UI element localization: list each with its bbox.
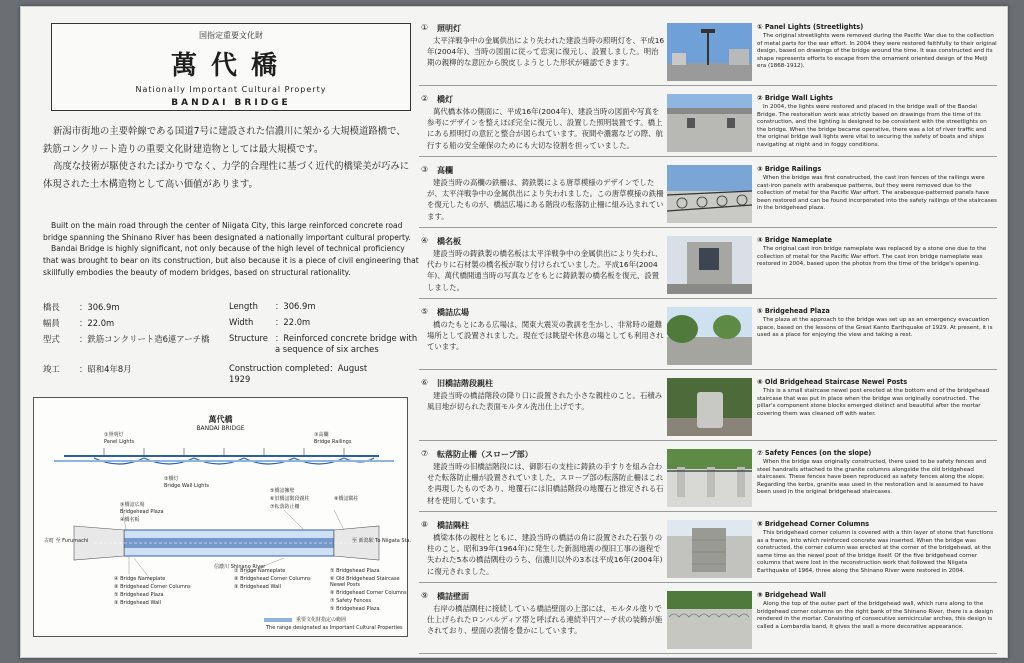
spec-label-en: Length (229, 301, 258, 311)
spec-label-en: Structure (229, 333, 268, 343)
feature-text-en: The plaza at the approach to the bridge was set up as an emergency evacuation space, based on the lessons of the Great Kanto Earthquake of 1929. At present, it is used as a place for enjoying the view and taking a rest. (757, 317, 993, 339)
feature-item (419, 21, 997, 86)
spec-label-jp: 竣工 (43, 364, 60, 374)
spec-length (43, 301, 423, 315)
spec-label-en: Width (229, 317, 254, 327)
feature-text-en: This is a small staircase newel post erected at the bottom end of the bridgehead staircase that was put in place when the bridge was originally constructed. The pillar's component stone blocks emerged distinct and beautiful after the mortar covering them was cleaned off with water. (757, 388, 990, 417)
label-safety-fences: ⑦転落防止柵 (270, 504, 300, 510)
feature-item (419, 589, 997, 654)
feature-item (419, 376, 997, 441)
label-bridgehead-wall: ⑤橋詰擁壁 (270, 488, 295, 494)
feature-number: ⑥ (421, 378, 429, 387)
intro-en-paragraph: Bandai Bridge is highly significant, not only because of the high level of technical proficiency that was brought to bear on its construction, but also because it is a piece of civil engineering that skillfully embodies the beauty of modern bridges, based on structural rationality. (43, 244, 419, 277)
feature-photo (667, 520, 752, 578)
intro-jp-paragraph: 新潟市街地の主要幹線である国道7号に建設された信濃川に架かる大規模道路橋で、鉄筋コンクリート造りの重要文化財建造物としては最大規模です。 (43, 126, 406, 155)
spec-value-jp: ：306.9m (79, 302, 120, 312)
label-corner-columns: ⑧橋詰隅柱 (334, 496, 359, 502)
feature-title-en: ③ Bridge Railings (757, 165, 822, 173)
label-b8: ⑤ Bridgehead Plaza (330, 568, 380, 574)
designation-label-en: Nationally Important Cultural Property (135, 85, 327, 94)
feature-text-en: The original cast iron bridge nameplate was replaced by a stone one due to the collection of metal for the Pacific War effort. The cast iron bridge nameplate was restored in 2004, based upon the photos from the time of the bridge's opening. (757, 246, 987, 268)
feature-text-en: When the bridge was originally constructed, there used to be safety fences and steel handrails attached to the granite columns alongside the old bridgehead staircases. These fences have been reproduced as safety fences along the slope. Regarding the kerbs, granite was used in the restoration and is assumed to have been used in the original bridgehead staircases. (757, 459, 987, 496)
designation-label: 国指定重要文化財 (199, 31, 263, 40)
label-plaza-en: Bridgehead Plaza (120, 509, 164, 515)
feature-number: ② (421, 94, 429, 103)
feature-title-en: ② Bridge Wall Lights (757, 94, 833, 102)
spec-completion (43, 363, 423, 384)
feature-text-en: Along the top of the outer part of the bridgehead wall, which runs along to the bridgehead corner columns on the right bank of the Shinano River, there is a design rendered in the mortar. Consisting of consecutive semicircular arches, this design is called a Lombardia band, it gives the wall a more decorative appearance. (757, 601, 994, 630)
label-b2: ⑧ Bridgehead Corner Columns (114, 584, 191, 590)
feature-text-jp: 太平洋戦争中の金属供出により失われた建設当時の照明灯を、平成16年(2004年)、当時の図面に従って忠実に復元し、設置しました。明治期の親柳的な意匠から脱皮しようとした形状が確認できます。 (427, 36, 665, 68)
feature-text-jp: 建設当時の高欄の鉄柵は、鋳鉄製による唐草模様のデザインでしたが、太平洋戦争中の金属供出により失われました。この唐草模様の鉄柵を復元したものが、橋詰広場にある階段の転落防止柵に組み込まれています。 (427, 178, 664, 221)
feature-title-jp: 橋詰壁面 (437, 592, 469, 601)
label-b11: ⑦ Safety Fences (330, 598, 371, 604)
label-b9: ⑥ Old Bridgehead Staircase Newel Posts (330, 576, 400, 588)
feature-number: ④ (421, 236, 429, 245)
feature-number: ① (421, 23, 429, 32)
label-railings-en: Bridge Railings (314, 439, 352, 445)
title-box (51, 23, 411, 111)
feature-photo (667, 378, 752, 436)
bridge-name-jp: 萬代橋 (170, 51, 291, 81)
spec-value-jp: ：鉄筋コンクリート造6連アーチ橋 (79, 334, 210, 344)
feature-text-jp: 建設当時の旧橋詰階段には、御影石の支柱に鋳鉄の手すりを組み合わせた転落防止柵が設置されていました。スロープ部の転落防止柵はこれを再現したものであり、地覆石には旧橋詰階段の地覆石と推定される石材を使用しています。 (427, 462, 664, 505)
label-b4: ⑨ Bridgehead Wall (114, 600, 161, 606)
feature-title-en: ⑤ Bridgehead Plaza (757, 307, 830, 315)
label-wall-lights-en: Bridge Wall Lights (164, 483, 210, 489)
feature-text-en: When the bridge was first constructed, the cast iron fences of the railings were cast-iron panels with arabesque patterns, but they were removed due to the collection of metal for the Pacific War effort. The arabesque-patterned panels have been restored and can be found incorporated into the safety railings of the staircases in the bridgehead plaza. (757, 175, 997, 212)
feature-photo (667, 165, 752, 223)
feature-title-jp: 旧橋詰階段親柱 (437, 379, 493, 388)
feature-text-jp: 右岸の橋詰隅柱に接続している橋詰壁面の上部には、モルタル塗りで仕上げられたロンバルディア帯と呼ばれる連続半円アーチ状の装飾が施されており、壁面の表情を豊かにしています。 (427, 604, 663, 636)
spec-label-jp: 幅員 (43, 318, 60, 328)
intro-english (43, 220, 421, 279)
feature-title-en: ⑥ Old Bridgehead Staircase Newel Posts (757, 378, 908, 386)
label-niigata-station: 至 新潟駅 To Niigata Sta. (352, 538, 412, 544)
water-line (54, 460, 394, 462)
diagram-title: 萬代橋 (208, 415, 233, 424)
spec-structure (43, 333, 423, 359)
legend-swatch (264, 618, 292, 622)
feature-text-jp: 萬代橋本体の側面に、平成16年(2004年)、建設当時の図面や写真を参考にデザインを整えほぼ完全に復元し、設置した照明装置です。橋上にある照明灯の意匠と整合が図られています。夜間や濃霧などの際、航行する船の安全確保のためにも大切な役割を担っていました。 (427, 107, 663, 150)
feature-item (419, 92, 997, 157)
feature-text-en: In 2004, the lights were restored and placed in the bridge wall of the Bandai Bridge. The restoration work was strictly based on drawings from the time of its construction, and the lighting is designed to be consistent with the streetlights on the bridge. When the bridge became operative, there was a lot of river traffic and the original bridge wall lights were vital to securing the safety of boats and ships navigating at night and in foggy conditions. (757, 104, 987, 148)
feature-title-jp: 転落防止柵（スロープ部） (437, 450, 533, 459)
spec-label-jp: 橋長 (43, 302, 60, 312)
feature-photo (667, 591, 752, 649)
feature-item (419, 305, 997, 370)
feature-title-en: ④ Bridge Nameplate (757, 236, 832, 244)
intro-japanese (43, 123, 415, 193)
feature-title-jp: 橋灯 (437, 95, 453, 104)
feature-text-jp: 建設当時の橋詰階段の降り口に設置された小さな親柱のこと。石積み風目地が切られた表面モルタル洗出仕上げです。 (427, 391, 663, 412)
feature-title-en: ① Panel Lights (Streetlights) (757, 23, 864, 31)
feature-text-en: This bridgehead corner column is covered with a thin layer of stone that functions as a frame, into which reinforced concrete was inserted. When the bridge was constructed, the corner column was erected at the corner of the bridgehead, at the same time as the newel post of the bridge itself. Of the five bridgehead corner columns that were lost in the reconstruction work that followed the Niigata Earthquake of 1964, three along the Shinano River were restored in 2004. (757, 530, 994, 574)
legend-label: 重要文化財指定の範囲 (296, 617, 347, 623)
bridge-name-en: BANDAI BRIDGE (171, 98, 291, 108)
feature-photo (667, 94, 752, 152)
feature-number: ⑤ (421, 307, 429, 316)
lamp-group (104, 448, 344, 456)
feature-title-en: ⑧ Bridgehead Corner Columns (757, 520, 870, 528)
diagram-title-en: BANDAI BRIDGE (196, 425, 245, 432)
spec-label-jp: 型式 (43, 334, 60, 344)
label-b1: ④ Bridge Nameplate (114, 576, 166, 582)
feature-title-jp: 橋名板 (437, 237, 461, 246)
feature-photo (667, 236, 752, 294)
feature-title-en: ⑨ Bridgehead Wall (757, 591, 826, 599)
feature-number: ⑧ (421, 520, 429, 529)
intro-en-paragraph: Built on the main road through the center of Niigata City, this large reinforced concrete road bridge spanning the Shinano River has been designated a nationally important cultural property. (43, 221, 411, 242)
label-b6: ⑧ Bridgehead Corner Columns (234, 576, 311, 582)
bridge-diagram (33, 397, 412, 637)
feature-item (419, 518, 997, 583)
label-nameplate: ④橋名板 (120, 517, 140, 523)
feature-number: ⑨ (421, 591, 429, 600)
spec-value-en: ：306.9m (275, 301, 316, 311)
label-plaza: ⑨橋詰広場 (120, 502, 145, 508)
sign-board (20, 6, 1008, 658)
feature-photo (667, 449, 752, 507)
spec-value-en: ：22.0m (275, 317, 311, 327)
label-b5: ② Bridge Nameplate (234, 568, 286, 574)
feature-text-en: The original streetlights were removed during the Pacific War due to the collection of metal parts for the war effort. In 2004 they were restored faithfully to their original design, based on drawings of the bridge around the time. It was constructed and its shape represents efforts to escape from the ornament oriented design of the Meiji era (1868-1912). (757, 33, 997, 70)
feature-item (419, 234, 997, 299)
feature-title-jp: 橋詰広場 (437, 308, 469, 317)
feature-number: ⑦ (421, 449, 429, 458)
label-b7: ⑨ Bridgehead Wall (234, 584, 281, 590)
label-shinano-river: 信濃川 Shinano River (214, 564, 266, 570)
feature-title-jp: 高欄 (437, 166, 453, 175)
label-panel-lights-en: Panel Lights (104, 439, 135, 445)
label-panel-lights: ①照明灯 (104, 432, 124, 438)
feature-title-jp: 橋詰隅柱 (437, 521, 469, 530)
label-b3: ⑤ Bridgehead Plaza (114, 592, 164, 598)
spec-value-en: ：Reinforced concrete bridge with a sequence of six arches (275, 333, 418, 354)
feature-photo (667, 23, 752, 81)
label-railings: ③高欄 (314, 432, 329, 438)
label-newel-posts: ⑥旧橋詰階段親柱 (270, 496, 310, 502)
spec-value-jp: ：昭和4年8月 (79, 364, 132, 374)
label-wall-lights: ②橋灯 (164, 476, 179, 482)
label-b10: ⑧ Bridgehead Corner Columns (330, 590, 407, 596)
label-b12: ⑤ Bridgehead Plaza (330, 606, 380, 612)
label-furumachi: 古町 至 Furumachi (44, 538, 89, 544)
intro-jp-paragraph: 高度な技術が駆使されたばかりでなく、力学的合理性に基づく近代的橋梁美が巧みに体現された土木構造物として高い価値があります。 (43, 161, 410, 190)
spec-width (43, 317, 423, 331)
feature-text-jp: 橋梁本体の親柱とともに、建設当時の橋詰の角に設置された石張りの柱のこと。昭和39年(1964年)に発生した新潟地震の復旧工事の過程で失われた5本の橋詰隅柱のうち、信濃川以外の3本は平成16年(2004年)に復元されました。 (427, 533, 663, 576)
legend-label-en: The range designated as Important Cultural Properties (266, 625, 403, 631)
feature-text-jp: 建設当時の鋳鉄製の橋名板は太平洋戦争中の金属供出により失われ、代わりに石材製の橋名板が取り付けられていました。平成16年(2004年)、萬代橋開通当時の写真などをもとに鋳鉄製の橋名板を復元、設置しました。 (427, 249, 663, 292)
feature-item (419, 163, 997, 228)
feature-text-jp: 橋のたもとにある広場は、関東大震災の教訓を生かし、非常時の避難場所として設置されました。現在では眺望や休息の場としても利用されています。 (427, 320, 664, 352)
spec-value-en: Construction completed：August 1929 (229, 363, 368, 384)
feature-item (419, 447, 997, 512)
feature-photo (667, 307, 752, 365)
feature-title-en: ⑦ Safety Fences (on the slope) (757, 449, 872, 457)
feature-number: ③ (421, 165, 429, 174)
spec-value-jp: ：22.0m (79, 318, 115, 328)
feature-title-jp: 照明灯 (437, 24, 461, 33)
